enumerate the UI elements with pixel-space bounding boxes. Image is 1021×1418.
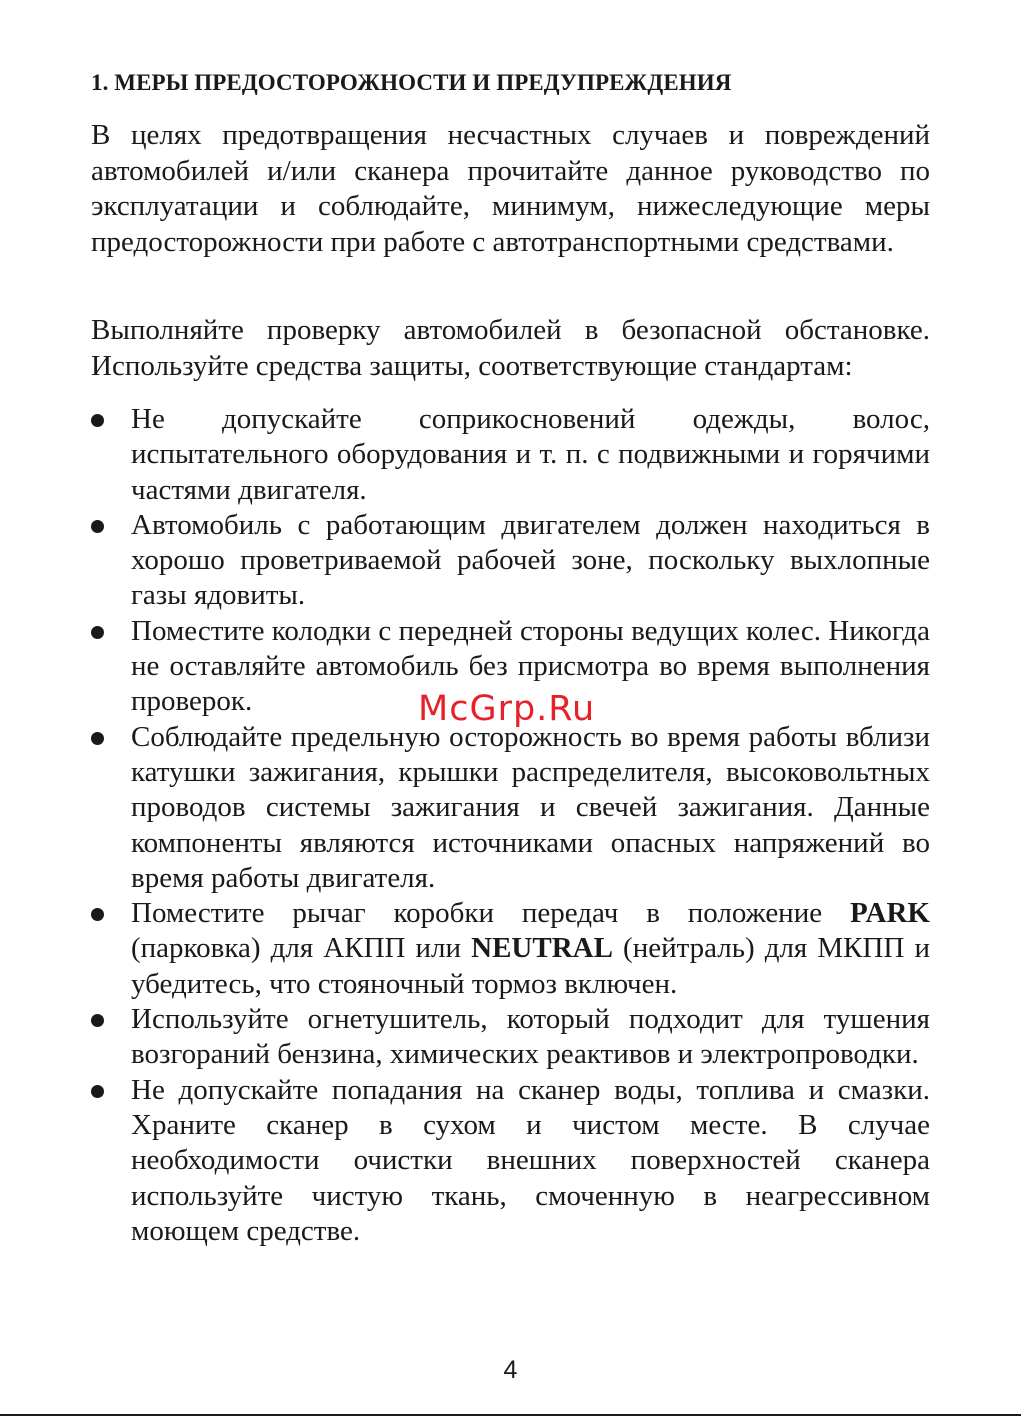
list-item [91,508,930,614]
section-heading: 1. МЕРЫ ПРЕДОСТОРОЖНОСТИ И ПРЕДУПРЕЖДЕНИЯ [91,70,732,95]
bullet-icon [91,908,104,921]
bottom-divider [0,1414,1021,1416]
bullet-icon [91,1014,104,1027]
list-item-text: Поместите колодки с передней стороны ведущих колес. Никогда не оставляйте автомобиль без присмотра во время выполнения проверок. [131,614,930,718]
list-item-text: Не допускайте попадания на сканер воды, топлива и смазки. Храните сканер в сухом и чистом месте. В случае необходимости очистки внешних поверхностей сканера используйте чистую ткань, смоченную в неагрессивном моющем средстве. [131,1073,930,1247]
bullet-icon [91,732,104,745]
list-item [91,402,930,508]
watermark: McGrp.Ru [418,689,596,729]
gear-text-1: Поместите рычаг коробки передач в положение [131,897,850,930]
bullet-icon [91,520,104,533]
list-item [91,720,930,896]
conditions-paragraph: Выполняйте проверку автомобилей в безопасной обстановке. Используйте средства защиты, соответствующие стандартам: [91,314,930,382]
gear-text-2: (парковка) для АКПП или [131,932,472,965]
gear-text-3: (нейтраль) для МКПП и убедитесь, что стояночный тормоз включен. [131,932,930,1000]
list-item-text: Не допускайте соприкосновений одежды, волос, испытательного оборудования и т. п. с подвижными и горячими частями двигателя. [131,403,930,506]
bullet-icon [91,414,104,427]
list-item-text [131,897,930,1000]
page-number: 4 [503,1356,518,1384]
list-item [91,1073,930,1249]
intro-paragraph: В целях предотвращения несчастных случаев и повреждений автомобилей и/или сканера прочитайте данное руководство по эксплуатации и соблюдайте, минимум, нижеследующие меры предосторожности при работе с автотранспортными средствами. [91,119,930,258]
neutral-label: NEUTRAL [471,932,613,965]
list-item [91,1002,930,1073]
list-item-text: Автомобиль с работающим двигателем должен находиться в хорошо проветриваемой рабочей зоне, поскольку выхлопные газы ядовиты. [131,508,930,612]
list-item [91,896,930,1002]
list-item-text: Используйте огнетушитель, который подходит для тушения возгораний бензина, химических реактивов и электропроводки. [131,1003,930,1071]
bullet-icon [91,626,104,639]
list-item-text: Соблюдайте предельную осторожность во время работы вблизи катушки зажигания, крышки распределителя, высоковольтных проводов системы зажигания и свечей зажигания. Данные компоненты являются источниками опасных напряжений во время работы двигателя. [131,720,930,894]
park-label: PARK [849,897,930,930]
bullet-icon [91,1085,104,1098]
precautions-list [91,402,930,1249]
